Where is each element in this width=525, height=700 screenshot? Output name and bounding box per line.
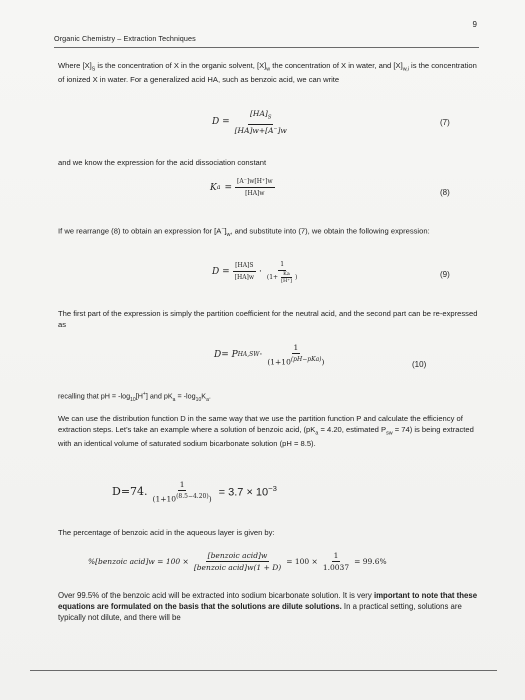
header-rule bbox=[54, 47, 479, 48]
fraction bbox=[233, 260, 256, 283]
fraction bbox=[151, 479, 214, 505]
paragraph-example bbox=[58, 414, 478, 449]
fraction-denominator bbox=[265, 271, 299, 284]
result-text: = 3.7 × 10 bbox=[218, 487, 269, 500]
fraction bbox=[233, 108, 289, 136]
equation-7 bbox=[212, 108, 292, 136]
fraction bbox=[192, 550, 283, 573]
header-title: Organic Chemistry – Extraction Techniques bbox=[54, 34, 196, 43]
text-span: ] bbox=[224, 226, 227, 236]
inner-fraction bbox=[279, 271, 294, 284]
equation-lhs: D= P bbox=[214, 349, 238, 360]
equation-middle: = 100 × bbox=[286, 557, 318, 566]
fraction bbox=[265, 259, 299, 284]
equation-10 bbox=[214, 342, 329, 368]
paren-open: (1+ bbox=[266, 274, 279, 281]
equation-number-10: (10) bbox=[412, 360, 427, 369]
fraction-denominator bbox=[151, 491, 214, 505]
equation-result: = 99.6% bbox=[354, 557, 387, 566]
paragraph-percentage: The percentage of benzoic acid in the aqueous layer is given by: bbox=[58, 528, 275, 537]
subscript: w bbox=[266, 66, 271, 73]
fraction bbox=[265, 342, 326, 368]
paragraph-partition: The first part of the expression is simply the partition coefficient for the neutral acid, and the second part can be re-expressed as bbox=[58, 309, 478, 329]
paragraph-rearrange bbox=[58, 224, 478, 241]
fraction-denominator: 1.0037 bbox=[322, 563, 350, 572]
subscript: w,i bbox=[402, 66, 409, 73]
fraction-denominator bbox=[233, 125, 289, 136]
paragraph-conclusion bbox=[58, 590, 478, 623]
equation-12 bbox=[88, 550, 387, 573]
multiply-dot: · bbox=[259, 266, 262, 277]
equation-9 bbox=[212, 259, 302, 284]
equals-sign: = bbox=[224, 182, 233, 193]
subscript: 10 bbox=[130, 396, 136, 403]
fraction-numerator: 1 bbox=[278, 259, 286, 271]
text-span: recalling that pH = -log bbox=[58, 391, 131, 401]
denominator-text: (1+10 bbox=[267, 357, 291, 367]
subscript: a bbox=[315, 430, 319, 437]
text-span: , and substitute into (7), we obtain the following expression: bbox=[230, 226, 430, 236]
equation-lhs: D=74. bbox=[112, 485, 148, 499]
equation-lhs: D = bbox=[212, 266, 230, 277]
paragraph-definitions bbox=[58, 61, 478, 86]
fraction-denominator: [HA]w bbox=[234, 274, 255, 281]
text-span: In a practical setting, solutions are typically not dilute, and there will be bbox=[58, 602, 462, 622]
subscript: a bbox=[206, 396, 209, 403]
fraction-denominator bbox=[265, 354, 326, 368]
equation-number-7: (7) bbox=[440, 118, 450, 127]
text-span: If we rearrange (8) to obtain an expression for [A bbox=[58, 226, 222, 236]
bold-text: important to note that these equations are formulated on the basis that the solutions are dilute solutions. bbox=[58, 591, 478, 611]
equation-lhs: %[benzoic acid]w = 100 × bbox=[88, 557, 189, 566]
text-span: = -log bbox=[175, 391, 196, 401]
inner-denominator: [H⁺] bbox=[281, 278, 292, 284]
fraction-numerator: [HA]S bbox=[233, 260, 255, 272]
denominator-text: [HA]w+[A⁻]w bbox=[234, 125, 287, 135]
subscript: S bbox=[91, 66, 96, 73]
text-span: [H bbox=[135, 391, 143, 401]
equation-lhs: D = bbox=[212, 116, 230, 127]
paren-close: ) bbox=[208, 494, 212, 504]
text-span: the concentration of X in water, and [X] bbox=[270, 61, 403, 70]
paren-close: ) bbox=[321, 357, 325, 367]
fraction bbox=[321, 550, 351, 573]
paren-close: ) bbox=[294, 274, 298, 281]
paragraph-dissociation: and we know the expression for the acid dissociation constant bbox=[58, 158, 267, 167]
fraction-numerator: [A⁻]w[H⁺]w bbox=[235, 176, 275, 188]
text-span: We can use the distribution function D in the same way that we use the partition function P and calculate the efficiency of extraction steps. Let’s take an example where a solution of benzoic acid, (pK bbox=[58, 414, 463, 434]
text-span: K bbox=[201, 391, 207, 401]
equation-8 bbox=[210, 176, 278, 199]
fraction-denominator: [HA]w bbox=[245, 190, 265, 197]
equation-11 bbox=[112, 479, 277, 505]
text-span: ] and pK bbox=[145, 391, 173, 401]
equation-number-8: (8) bbox=[440, 188, 450, 197]
lhs-subscript: a bbox=[216, 184, 221, 191]
denominator-text: [benzoic acid]w(1 + D) bbox=[193, 563, 282, 572]
fraction-numerator bbox=[248, 108, 273, 125]
footer-rule bbox=[30, 670, 497, 671]
inner-numerator: Ka bbox=[283, 271, 290, 277]
text-span: Where [X] bbox=[58, 61, 92, 70]
subscript: sw bbox=[386, 430, 393, 437]
lhs-subscript: HA,SW bbox=[237, 351, 260, 359]
superscript: − bbox=[221, 226, 225, 232]
fraction bbox=[235, 176, 275, 199]
text-span: . bbox=[208, 391, 211, 401]
fraction-denominator bbox=[192, 562, 283, 573]
equation-lhs: K bbox=[210, 182, 217, 193]
equation-result bbox=[219, 484, 277, 499]
text-span: is the concentration of X in the organic solvent, [X] bbox=[95, 61, 267, 70]
paragraph-recalling bbox=[58, 389, 478, 405]
equation-number-9: (9) bbox=[440, 270, 450, 279]
text-span: is the concentration of ionized X in water. For a generalized acid HA, such as benzoic acid, we can write bbox=[58, 61, 477, 85]
text-span: Over 99.5% of the benzoic acid will be extracted into sodium bicarbonate solution. It is very bbox=[58, 591, 374, 600]
numerator-subscript: S bbox=[267, 114, 272, 121]
result-exponent: −3 bbox=[268, 484, 277, 494]
fraction-numerator: 1 bbox=[293, 343, 299, 352]
exponent: (pH−pKa) bbox=[290, 356, 322, 363]
subscript: 10 bbox=[195, 396, 202, 403]
fraction-numerator: 1 bbox=[179, 480, 185, 489]
subscript: a bbox=[172, 396, 176, 403]
denominator-text: (1+10 bbox=[152, 494, 177, 504]
fraction-numerator: 1 bbox=[333, 551, 339, 560]
text-span: = 4.20, estimated P bbox=[318, 424, 387, 434]
multiply-dot: · bbox=[259, 349, 263, 360]
superscript: + bbox=[142, 391, 146, 397]
fraction-numerator bbox=[206, 550, 270, 562]
exponent: (8.5−4.20) bbox=[176, 493, 209, 500]
numerator-text: [benzoic acid]w bbox=[207, 551, 268, 560]
page-number: 9 bbox=[472, 20, 477, 29]
text-span: = 74) is being extracted with an identical volume of saturated sodium bicarbonate solution (pH = 8.5). bbox=[58, 424, 474, 448]
subscript: w bbox=[226, 232, 231, 239]
numerator-text: [HA] bbox=[250, 109, 268, 118]
